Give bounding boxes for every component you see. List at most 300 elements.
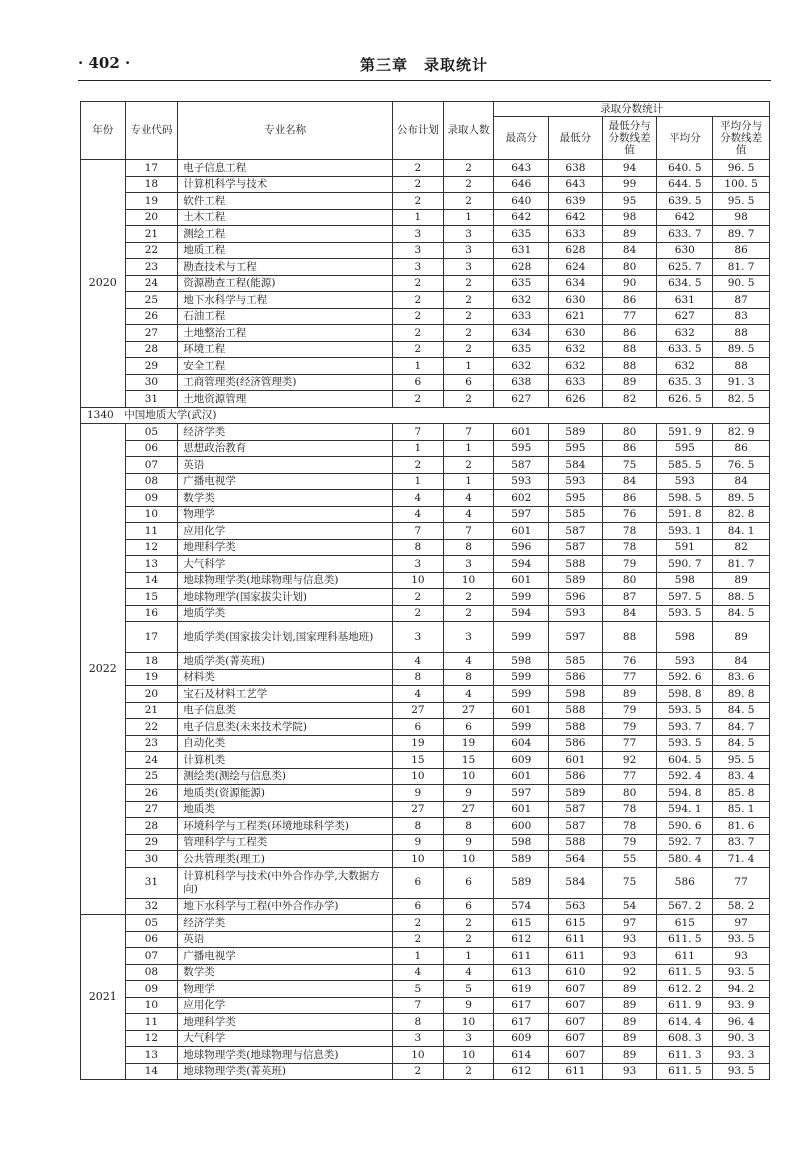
cell-plan: 3 — [393, 622, 444, 653]
cell-admitted: 9 — [443, 997, 494, 1014]
col-max: 最高分 — [494, 117, 549, 160]
cell-admitted: 2 — [443, 275, 494, 292]
cell-avg-diff: 81. 7 — [713, 556, 770, 573]
cell-avg: 590. 7 — [657, 556, 713, 573]
cell-min: 639 — [549, 193, 603, 210]
cell-avg-diff: 89 — [713, 572, 770, 589]
cell-plan: 8 — [393, 669, 444, 686]
cell-plan: 3 — [393, 556, 444, 573]
cell-min-diff: 89 — [602, 226, 657, 243]
cell-major-name: 宝石及材料工艺学 — [178, 686, 393, 703]
cell-avg: 631 — [657, 292, 713, 309]
cell-major-name: 应用化学 — [178, 523, 393, 540]
cell-admitted: 15 — [443, 752, 494, 769]
cell-avg: 611. 3 — [657, 1047, 713, 1064]
cell-plan: 9 — [393, 834, 444, 851]
cell-avg-diff: 71. 4 — [713, 851, 770, 868]
cell-max: 599 — [494, 622, 549, 653]
cell-admitted: 8 — [443, 818, 494, 835]
col-major-code: 专业代码 — [125, 102, 178, 160]
cell-plan: 2 — [393, 176, 444, 193]
cell-min-diff: 89 — [602, 981, 657, 998]
cell-min: 586 — [549, 768, 603, 785]
cell-max: 614 — [494, 1047, 549, 1064]
cell-major-code: 11 — [125, 523, 178, 540]
cell-admitted: 2 — [443, 292, 494, 309]
cell-max: 638 — [494, 374, 549, 391]
cell-min: 632 — [549, 341, 603, 358]
cell-min: 630 — [549, 325, 603, 342]
cell-avg: 642 — [657, 209, 713, 226]
col-plan: 公布计划 — [393, 102, 444, 160]
cell-major-name: 计算机科学与技术 — [178, 176, 393, 193]
table-row — [81, 1014, 770, 1031]
cell-avg: 608. 3 — [657, 1030, 713, 1047]
table-row — [81, 785, 770, 802]
cell-max: 598 — [494, 653, 549, 670]
cell-max: 633 — [494, 308, 549, 325]
cell-max: 635 — [494, 341, 549, 358]
cell-admitted: 3 — [443, 556, 494, 573]
table-row — [81, 473, 770, 490]
cell-major-code: 31 — [125, 391, 178, 408]
cell-max: 612 — [494, 1063, 549, 1080]
cell-admitted: 3 — [443, 622, 494, 653]
cell-avg-diff: 90. 5 — [713, 275, 770, 292]
col-min-diff: 最低分与分数线差值 — [602, 117, 657, 160]
cell-admitted: 2 — [443, 193, 494, 210]
table-row — [81, 898, 770, 915]
cell-min: 588 — [549, 834, 603, 851]
cell-plan: 10 — [393, 1047, 444, 1064]
cell-min: 589 — [549, 572, 603, 589]
cell-min-diff: 84 — [602, 473, 657, 490]
cell-max: 612 — [494, 931, 549, 948]
cell-admitted: 10 — [443, 1047, 494, 1064]
cell-major-code: 21 — [125, 226, 178, 243]
cell-plan: 1 — [393, 358, 444, 375]
cell-max: 615 — [494, 915, 549, 932]
cell-admitted: 2 — [443, 457, 494, 474]
cell-min: 607 — [549, 1030, 603, 1047]
cell-avg: 586 — [657, 867, 713, 898]
cell-major-code: 07 — [125, 948, 178, 965]
cell-admitted: 2 — [443, 605, 494, 622]
cell-major-code: 09 — [125, 490, 178, 507]
cell-avg: 591. 9 — [657, 424, 713, 441]
cell-min: 607 — [549, 997, 603, 1014]
cell-avg-diff: 84. 5 — [713, 735, 770, 752]
table-row — [81, 964, 770, 981]
cell-avg-diff: 85. 1 — [713, 801, 770, 818]
cell-avg-diff: 94. 2 — [713, 981, 770, 998]
cell-min-diff: 88 — [602, 622, 657, 653]
cell-min: 615 — [549, 915, 603, 932]
cell-major-name: 数学类 — [178, 490, 393, 507]
cell-avg-diff: 88. 5 — [713, 589, 770, 606]
cell-plan: 2 — [393, 915, 444, 932]
cell-max: 601 — [494, 801, 549, 818]
table-row — [81, 457, 770, 474]
cell-min: 587 — [549, 539, 603, 556]
cell-major-code: 31 — [125, 867, 178, 898]
year-cell: 2020 — [81, 160, 126, 408]
cell-max: 601 — [494, 768, 549, 785]
cell-plan: 2 — [393, 292, 444, 309]
cell-avg: 635. 3 — [657, 374, 713, 391]
cell-avg: 585. 5 — [657, 457, 713, 474]
cell-major-name: 地球物理学类(地球物理与信息类) — [178, 572, 393, 589]
cell-admitted: 1 — [443, 358, 494, 375]
cell-avg: 590. 6 — [657, 818, 713, 835]
cell-plan: 10 — [393, 851, 444, 868]
table-row — [81, 160, 770, 177]
cell-admitted: 9 — [443, 834, 494, 851]
cell-min-diff: 80 — [602, 785, 657, 802]
cell-max: 589 — [494, 851, 549, 868]
cell-major-name: 地球物理学类(地球物理与信息类) — [178, 1047, 393, 1064]
cell-major-name: 思想政治教育 — [178, 440, 393, 457]
cell-avg: 594. 8 — [657, 785, 713, 802]
cell-min: 595 — [549, 440, 603, 457]
cell-admitted: 6 — [443, 374, 494, 391]
cell-major-code: 13 — [125, 1047, 178, 1064]
table-row — [81, 572, 770, 589]
table-row — [81, 735, 770, 752]
cell-min: 642 — [549, 209, 603, 226]
cell-avg-diff: 82 — [713, 539, 770, 556]
cell-major-code: 32 — [125, 898, 178, 915]
cell-min-diff: 78 — [602, 801, 657, 818]
cell-plan: 3 — [393, 226, 444, 243]
cell-avg-diff: 84. 5 — [713, 605, 770, 622]
cell-major-name: 经济学类 — [178, 424, 393, 441]
table-row — [81, 176, 770, 193]
page-number: · 402 · — [78, 54, 131, 72]
cell-min: 607 — [549, 981, 603, 998]
cell-max: 631 — [494, 242, 549, 259]
table-row — [81, 1030, 770, 1047]
cell-avg-diff: 81. 7 — [713, 259, 770, 276]
cell-major-code: 23 — [125, 735, 178, 752]
cell-min-diff: 90 — [602, 275, 657, 292]
table-row — [81, 622, 770, 653]
col-admitted: 录取人数 — [443, 102, 494, 160]
cell-max: 632 — [494, 292, 549, 309]
cell-min: 607 — [549, 1047, 603, 1064]
cell-max: 601 — [494, 572, 549, 589]
cell-avg-diff: 88 — [713, 325, 770, 342]
cell-major-name: 环境工程 — [178, 341, 393, 358]
cell-plan: 3 — [393, 1030, 444, 1047]
cell-major-code: 20 — [125, 686, 178, 703]
col-major-name: 专业名称 — [178, 102, 393, 160]
cell-avg-diff: 95. 5 — [713, 752, 770, 769]
cell-major-code: 20 — [125, 209, 178, 226]
cell-avg-diff: 95. 5 — [713, 193, 770, 210]
cell-major-name: 地理科学类 — [178, 1014, 393, 1031]
cell-min-diff: 77 — [602, 768, 657, 785]
cell-major-code: 30 — [125, 851, 178, 868]
table-row — [81, 226, 770, 243]
col-min: 最低分 — [549, 117, 603, 160]
cell-major-name: 地质工程 — [178, 242, 393, 259]
cell-max: 642 — [494, 209, 549, 226]
cell-avg-diff: 91. 3 — [713, 374, 770, 391]
cell-major-code: 22 — [125, 242, 178, 259]
cell-major-name: 地质类 — [178, 801, 393, 818]
cell-max: 604 — [494, 735, 549, 752]
cell-major-code: 19 — [125, 669, 178, 686]
table-row — [81, 801, 770, 818]
table-row — [81, 242, 770, 259]
table-row — [81, 292, 770, 309]
table-row — [81, 851, 770, 868]
cell-major-name: 勘查技术与工程 — [178, 259, 393, 276]
cell-major-name: 地球物理学(国家拔尖计划) — [178, 589, 393, 606]
cell-admitted: 2 — [443, 341, 494, 358]
table-row — [81, 209, 770, 226]
cell-plan: 15 — [393, 752, 444, 769]
cell-min: 598 — [549, 686, 603, 703]
cell-admitted: 4 — [443, 653, 494, 670]
cell-min-diff: 82 — [602, 391, 657, 408]
cell-avg-diff: 93 — [713, 948, 770, 965]
cell-max: 594 — [494, 605, 549, 622]
cell-plan: 9 — [393, 785, 444, 802]
cell-major-name: 广播电视学 — [178, 473, 393, 490]
cell-avg-diff: 93. 5 — [713, 1063, 770, 1080]
cell-admitted: 6 — [443, 898, 494, 915]
table-row — [81, 931, 770, 948]
cell-max: 619 — [494, 981, 549, 998]
cell-major-code: 26 — [125, 785, 178, 802]
cell-min-diff: 89 — [602, 997, 657, 1014]
table-row — [81, 589, 770, 606]
cell-max: 646 — [494, 176, 549, 193]
cell-min: 611 — [549, 1063, 603, 1080]
cell-min-diff: 54 — [602, 898, 657, 915]
cell-major-code: 18 — [125, 653, 178, 670]
cell-plan: 8 — [393, 818, 444, 835]
cell-major-code: 12 — [125, 539, 178, 556]
cell-major-code: 17 — [125, 160, 178, 177]
cell-min-diff: 80 — [602, 572, 657, 589]
cell-min: 585 — [549, 506, 603, 523]
cell-major-code: 26 — [125, 308, 178, 325]
cell-min-diff: 93 — [602, 948, 657, 965]
cell-admitted: 27 — [443, 801, 494, 818]
cell-min-diff: 78 — [602, 523, 657, 540]
cell-avg: 598 — [657, 572, 713, 589]
cell-plan: 2 — [393, 589, 444, 606]
cell-major-name: 电子信息类 — [178, 702, 393, 719]
cell-plan: 4 — [393, 506, 444, 523]
cell-major-code: 13 — [125, 556, 178, 573]
cell-max: 597 — [494, 506, 549, 523]
cell-min: 586 — [549, 669, 603, 686]
cell-major-name: 英语 — [178, 931, 393, 948]
table-row — [81, 948, 770, 965]
chapter-title: 第三章 录取统计 — [359, 56, 488, 74]
cell-admitted: 2 — [443, 308, 494, 325]
cell-avg: 597. 5 — [657, 589, 713, 606]
table-row — [81, 981, 770, 998]
cell-admitted: 2 — [443, 391, 494, 408]
col-avg: 平均分 — [657, 117, 713, 160]
cell-plan: 2 — [393, 160, 444, 177]
cell-avg-diff: 82. 5 — [713, 391, 770, 408]
cell-admitted: 27 — [443, 702, 494, 719]
cell-plan: 2 — [393, 308, 444, 325]
cell-min-diff: 77 — [602, 669, 657, 686]
header-rule — [78, 80, 771, 81]
cell-avg-diff: 93. 5 — [713, 964, 770, 981]
cell-max: 634 — [494, 325, 549, 342]
cell-major-name: 电子信息类(未来技术学院) — [178, 719, 393, 736]
cell-major-name: 地下水科学与工程(中外合作办学) — [178, 898, 393, 915]
cell-major-name: 石油工程 — [178, 308, 393, 325]
cell-avg: 593. 7 — [657, 719, 713, 736]
cell-avg-diff: 97 — [713, 915, 770, 932]
cell-min-diff: 97 — [602, 915, 657, 932]
cell-min-diff: 79 — [602, 702, 657, 719]
cell-max: 587 — [494, 457, 549, 474]
cell-min-diff: 87 — [602, 589, 657, 606]
cell-max: 574 — [494, 898, 549, 915]
school-row — [81, 407, 770, 424]
cell-avg: 598. 5 — [657, 490, 713, 507]
cell-min-diff: 93 — [602, 931, 657, 948]
cell-plan: 6 — [393, 374, 444, 391]
cell-avg: 593 — [657, 473, 713, 490]
cell-max: 609 — [494, 752, 549, 769]
cell-min: 630 — [549, 292, 603, 309]
cell-avg-diff: 98 — [713, 209, 770, 226]
cell-major-code: 29 — [125, 358, 178, 375]
cell-min-diff: 98 — [602, 209, 657, 226]
cell-min: 638 — [549, 160, 603, 177]
cell-plan: 8 — [393, 539, 444, 556]
cell-admitted: 4 — [443, 964, 494, 981]
cell-max: 601 — [494, 424, 549, 441]
cell-avg-diff: 84. 1 — [713, 523, 770, 540]
cell-major-name: 公共管理类(理工) — [178, 851, 393, 868]
cell-min: 595 — [549, 490, 603, 507]
cell-min: 593 — [549, 473, 603, 490]
cell-avg-diff: 82. 9 — [713, 424, 770, 441]
cell-plan: 2 — [393, 457, 444, 474]
cell-max: 599 — [494, 719, 549, 736]
cell-major-code: 18 — [125, 176, 178, 193]
cell-min: 643 — [549, 176, 603, 193]
cell-avg: 591 — [657, 539, 713, 556]
table-row — [81, 915, 770, 932]
year-cell: 2021 — [81, 915, 126, 1080]
cell-avg: 593 — [657, 653, 713, 670]
table-row — [81, 997, 770, 1014]
cell-max: 599 — [494, 589, 549, 606]
cell-avg-diff: 84. 7 — [713, 719, 770, 736]
cell-avg: 580. 4 — [657, 851, 713, 868]
cell-major-name: 土木工程 — [178, 209, 393, 226]
table-row — [81, 374, 770, 391]
cell-avg-diff: 82. 8 — [713, 506, 770, 523]
cell-min-diff: 92 — [602, 964, 657, 981]
cell-major-name: 土地整治工程 — [178, 325, 393, 342]
cell-admitted: 2 — [443, 176, 494, 193]
cell-max: 602 — [494, 490, 549, 507]
cell-avg: 639. 5 — [657, 193, 713, 210]
cell-plan: 2 — [393, 275, 444, 292]
cell-major-name: 电子信息工程 — [178, 160, 393, 177]
cell-admitted: 2 — [443, 931, 494, 948]
cell-major-name: 数学类 — [178, 964, 393, 981]
col-score-stats: 录取分数统计 — [494, 102, 770, 117]
cell-avg: 626. 5 — [657, 391, 713, 408]
cell-major-name: 土地资源管理 — [178, 391, 393, 408]
cell-min: 588 — [549, 719, 603, 736]
cell-max: 613 — [494, 964, 549, 981]
cell-avg-diff: 93. 9 — [713, 997, 770, 1014]
table-row — [81, 440, 770, 457]
cell-min-diff: 79 — [602, 556, 657, 573]
cell-min-diff: 92 — [602, 752, 657, 769]
cell-avg-diff: 84 — [713, 653, 770, 670]
cell-min: 584 — [549, 867, 603, 898]
cell-avg: 612. 2 — [657, 981, 713, 998]
cell-major-name: 地质学类(国家拔尖计划,国家理科基地班) — [178, 622, 393, 653]
col-year: 年份 — [81, 102, 126, 160]
cell-avg-diff: 84 — [713, 473, 770, 490]
cell-plan: 8 — [393, 1014, 444, 1031]
cell-avg-diff: 88 — [713, 358, 770, 375]
cell-avg-diff: 89 — [713, 622, 770, 653]
cell-min-diff: 75 — [602, 867, 657, 898]
cell-major-code: 11 — [125, 1014, 178, 1031]
cell-min-diff: 99 — [602, 176, 657, 193]
cell-avg: 567. 2 — [657, 898, 713, 915]
cell-min: 589 — [549, 424, 603, 441]
cell-plan: 1 — [393, 948, 444, 965]
cell-min: 621 — [549, 308, 603, 325]
cell-avg: 634. 5 — [657, 275, 713, 292]
col-avg-diff: 平均分与分数线差值 — [713, 117, 770, 160]
cell-min-diff: 86 — [602, 292, 657, 309]
cell-admitted: 4 — [443, 490, 494, 507]
cell-max: 632 — [494, 358, 549, 375]
cell-admitted: 7 — [443, 523, 494, 540]
cell-admitted: 19 — [443, 735, 494, 752]
cell-avg-diff: 77 — [713, 867, 770, 898]
cell-max: 601 — [494, 523, 549, 540]
cell-major-code: 27 — [125, 801, 178, 818]
cell-avg-diff: 58. 2 — [713, 898, 770, 915]
cell-min: 634 — [549, 275, 603, 292]
cell-avg: 598 — [657, 622, 713, 653]
cell-max: 598 — [494, 834, 549, 851]
cell-avg: 591. 8 — [657, 506, 713, 523]
cell-plan: 2 — [393, 341, 444, 358]
cell-avg: 611. 5 — [657, 931, 713, 948]
cell-admitted: 7 — [443, 424, 494, 441]
table-row — [81, 1047, 770, 1064]
cell-avg: 633. 5 — [657, 341, 713, 358]
cell-major-name: 工商管理类(经济管理类) — [178, 374, 393, 391]
cell-min-diff: 76 — [602, 653, 657, 670]
table-row — [81, 719, 770, 736]
cell-major-code: 06 — [125, 440, 178, 457]
